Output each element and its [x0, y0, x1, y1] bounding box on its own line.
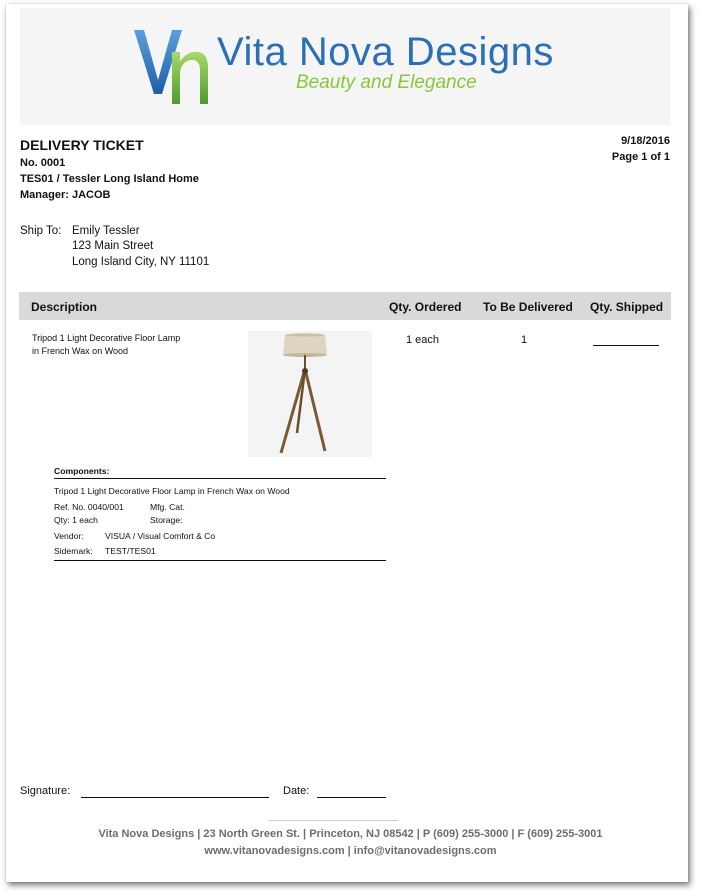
- footer-contact: www.vitanovadesigns.com | info@vitanovadesigns.com: [204, 845, 497, 857]
- item-description-line2: in French Wax on Wood: [32, 346, 129, 356]
- brand-name: Vita Nova Designs: [217, 30, 554, 74]
- components-bottom-rule: [54, 560, 386, 561]
- ticket-date: 9/18/2016: [621, 135, 670, 147]
- component-ref-no: Ref. No. 0040/001: [54, 502, 124, 512]
- components-top-rule: [54, 478, 386, 479]
- footer-address: Vita Nova Designs | 23 North Green St. | Princeton, NJ 08542 | P (609) 255-3000 | F (609) 255-3001: [98, 828, 603, 840]
- item-description-line1: Tripod 1 Light Decorative Floor Lamp: [32, 333, 181, 343]
- brand-tagline: Beauty and Elegance: [296, 72, 477, 93]
- brand-logo-mark: [128, 22, 214, 108]
- date-line[interactable]: [317, 797, 386, 798]
- client-line: TES01 / Tessler Long Island Home: [20, 173, 199, 185]
- component-sidemark-label: Sidemark:: [54, 546, 93, 556]
- signature-line[interactable]: [81, 797, 269, 798]
- component-vendor-label: Vendor:: [54, 531, 84, 541]
- ticket-number: No. 0001: [20, 157, 66, 169]
- qty-shipped-blank[interactable]: [593, 345, 659, 346]
- header-qty-shipped: Qty. Shipped: [590, 300, 664, 314]
- table-header: [19, 292, 671, 320]
- ship-to-label: Ship To:: [20, 225, 62, 237]
- component-sidemark-value: TEST/TES01: [105, 546, 156, 556]
- ship-to-street: 123 Main Street: [72, 240, 154, 252]
- header-qty-ordered: Qty. Ordered: [389, 300, 462, 314]
- ship-to-city: Long Island City, NY 11101: [72, 256, 210, 268]
- page-count: Page 1 of 1: [611, 151, 670, 163]
- ship-to-name: Emily Tessler: [72, 225, 140, 237]
- document-title: DELIVERY TICKET: [20, 137, 144, 153]
- footer-divider: [268, 820, 398, 821]
- date-label: Date:: [283, 785, 310, 797]
- signature-label: Signature:: [20, 785, 71, 797]
- item-to-be-delivered: 1: [521, 334, 528, 346]
- header-to-be-delivered: To Be Delivered: [483, 300, 573, 314]
- item-qty-ordered: 1 each: [406, 334, 440, 346]
- component-vendor-value: VISUA / Visual Comfort & Co: [105, 531, 216, 541]
- component-qty: Qty: 1 each: [54, 515, 98, 525]
- component-mfg-cat: Mfg. Cat.: [150, 502, 185, 512]
- header-description: Description: [31, 300, 98, 314]
- manager-line: Manager: JACOB: [20, 189, 111, 201]
- floor-lamp-image: [248, 331, 372, 457]
- component-item: Tripod 1 Light Decorative Floor Lamp in French Wax on Wood: [54, 486, 290, 496]
- components-label: Components:: [54, 466, 110, 476]
- component-storage: Storage:: [150, 515, 183, 525]
